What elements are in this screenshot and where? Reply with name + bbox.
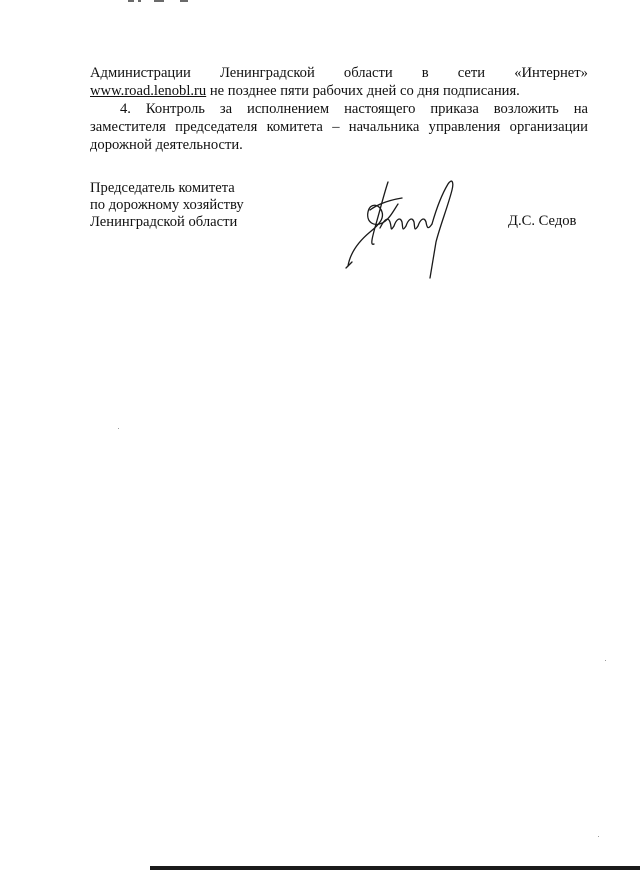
scan-bottom-edge bbox=[150, 866, 640, 870]
paragraph-3-line-2 bbox=[90, 82, 588, 100]
word: в bbox=[421, 65, 429, 81]
position-line: по дорожному хозяйству bbox=[90, 197, 244, 213]
word: Администрации bbox=[90, 65, 191, 81]
word: области bbox=[343, 65, 393, 81]
word: сети bbox=[457, 65, 486, 81]
scan-artifact-marks bbox=[128, 0, 188, 4]
signer-name: Д.С. Седов bbox=[508, 213, 577, 229]
document-body bbox=[90, 64, 588, 154]
word: «Интернет» bbox=[514, 65, 588, 81]
paragraph-3-line-1 bbox=[90, 64, 588, 82]
scan-speck bbox=[605, 660, 606, 661]
word: Ленинградской bbox=[219, 65, 315, 81]
paragraph-4: 4. Контроль за исполнением настоящего приказа возложить на заместителя председателя комитета – начальника управления организации дорожной деятельности. bbox=[90, 101, 588, 153]
handwritten-signature-icon bbox=[340, 170, 470, 288]
website-link[interactable]: www.road.lenobl.ru bbox=[90, 83, 207, 99]
scan-speck bbox=[598, 836, 599, 837]
signatory-position bbox=[90, 180, 244, 231]
position-line: Ленинградской области bbox=[90, 214, 238, 230]
position-line: Председатель комитета bbox=[90, 180, 235, 196]
paragraph-3-tail-text: не позднее пяти рабочих дней со дня подписания. bbox=[206, 83, 520, 99]
scan-speck bbox=[118, 428, 119, 429]
